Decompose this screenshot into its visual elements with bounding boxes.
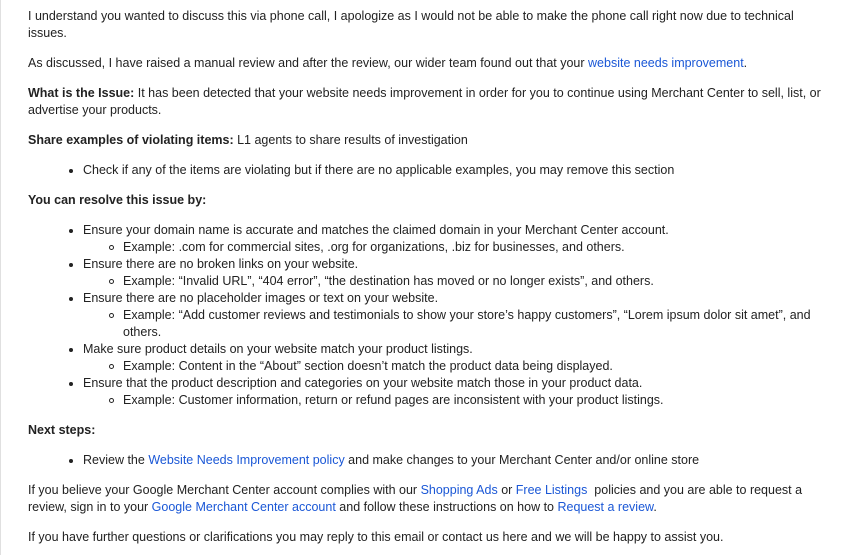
list-item [28, 256, 822, 290]
share-label: Share examples of violating items: [28, 133, 234, 147]
next-steps-label: Next steps: [28, 423, 96, 437]
request-review-link[interactable]: Request a review [557, 500, 654, 514]
example-item: Example: Customer information, return or refund pages are inconsistent with your product listings. [28, 392, 822, 409]
free-listings-link[interactable]: Free Listings [515, 483, 588, 497]
issue-text: It has been detected that your website needs improvement in order for you to continue using Merchant Center to sell, list, or advertise your products. [28, 86, 821, 117]
next-steps-heading [28, 422, 822, 439]
list-item-text: Ensure your domain name is accurate and matches the claimed domain in your Merchant Center account. [83, 223, 669, 237]
shopping-ads-link[interactable]: Shopping Ads [420, 483, 498, 497]
discussed-text: As discussed, I have raised a manual review and after the review, our wider team found out that your [28, 56, 589, 70]
list-item-text: Make sure product details on your website match your product listings. [83, 342, 473, 356]
resolve-list [28, 222, 822, 409]
example-item: Example: “Invalid URL”, “404 error”, “the destination has moved or no longer exists”, and others. [28, 273, 822, 290]
discussed-end: . [743, 56, 748, 70]
believe-text-4: and follow these instructions on how to [335, 500, 558, 514]
list-item: Check if any of the items are violating but if there are no applicable examples, you may remove this section [28, 162, 822, 179]
next-post: and make changes to your Merchant Center and/or online store [344, 453, 700, 467]
share-paragraph [28, 132, 822, 149]
closing-paragraph: If you have further questions or clarifications you may reply to this email or contact us here and we will be happy to assist you. [28, 530, 724, 544]
resolve-heading [28, 192, 822, 209]
list-item [28, 375, 822, 409]
list-item-text: Ensure that the product description and categories on your website match those in your product data. [83, 376, 643, 390]
share-list [28, 162, 822, 179]
website-needs-improvement-link[interactable]: website needs improvement [588, 56, 744, 70]
example-item: Example: “Add customer reviews and testimonials to show your store’s happy customers”, “Lorem ipsum dolor sit amet”, and others. [28, 307, 822, 341]
believe-text-3: policies and you are able to request a review, sign in to your [28, 483, 806, 514]
list-item [28, 452, 822, 469]
merchant-center-account-link[interactable]: Google Merchant Center account [151, 500, 336, 514]
share-text: L1 agents to share results of investigation [233, 133, 468, 147]
list-item [28, 290, 822, 341]
intro-paragraph: I understand you wanted to discuss this via phone call, I apologize as I would not be able to make the phone call right now due to technical issues. [28, 9, 794, 40]
example-item: Example: .com for commercial sites, .org for organizations, .biz for businesses, and others. [28, 239, 822, 256]
resolve-label: You can resolve this issue by: [28, 193, 207, 207]
list-item-text: Ensure there are no placeholder images or text on your website. [83, 291, 439, 305]
believe-text-2: or [497, 483, 516, 497]
list-item [28, 341, 822, 375]
example-item: Example: Content in the “About” section doesn’t match the product data being displayed. [28, 358, 822, 375]
next-pre: Review the [83, 453, 149, 467]
policy-link[interactable]: Website Needs Improvement policy [148, 453, 345, 467]
next-steps-list [28, 452, 822, 469]
issue-paragraph [28, 85, 822, 119]
believe-text-5: . [653, 500, 657, 514]
believe-text-1: If you believe your Google Merchant Center account complies with our [28, 483, 421, 497]
list-item-text: Ensure there are no broken links on your website. [83, 257, 359, 271]
list-item [28, 222, 822, 256]
issue-label: What is the Issue: [28, 86, 135, 100]
believe-paragraph [28, 482, 822, 516]
discussed-paragraph [28, 55, 822, 72]
